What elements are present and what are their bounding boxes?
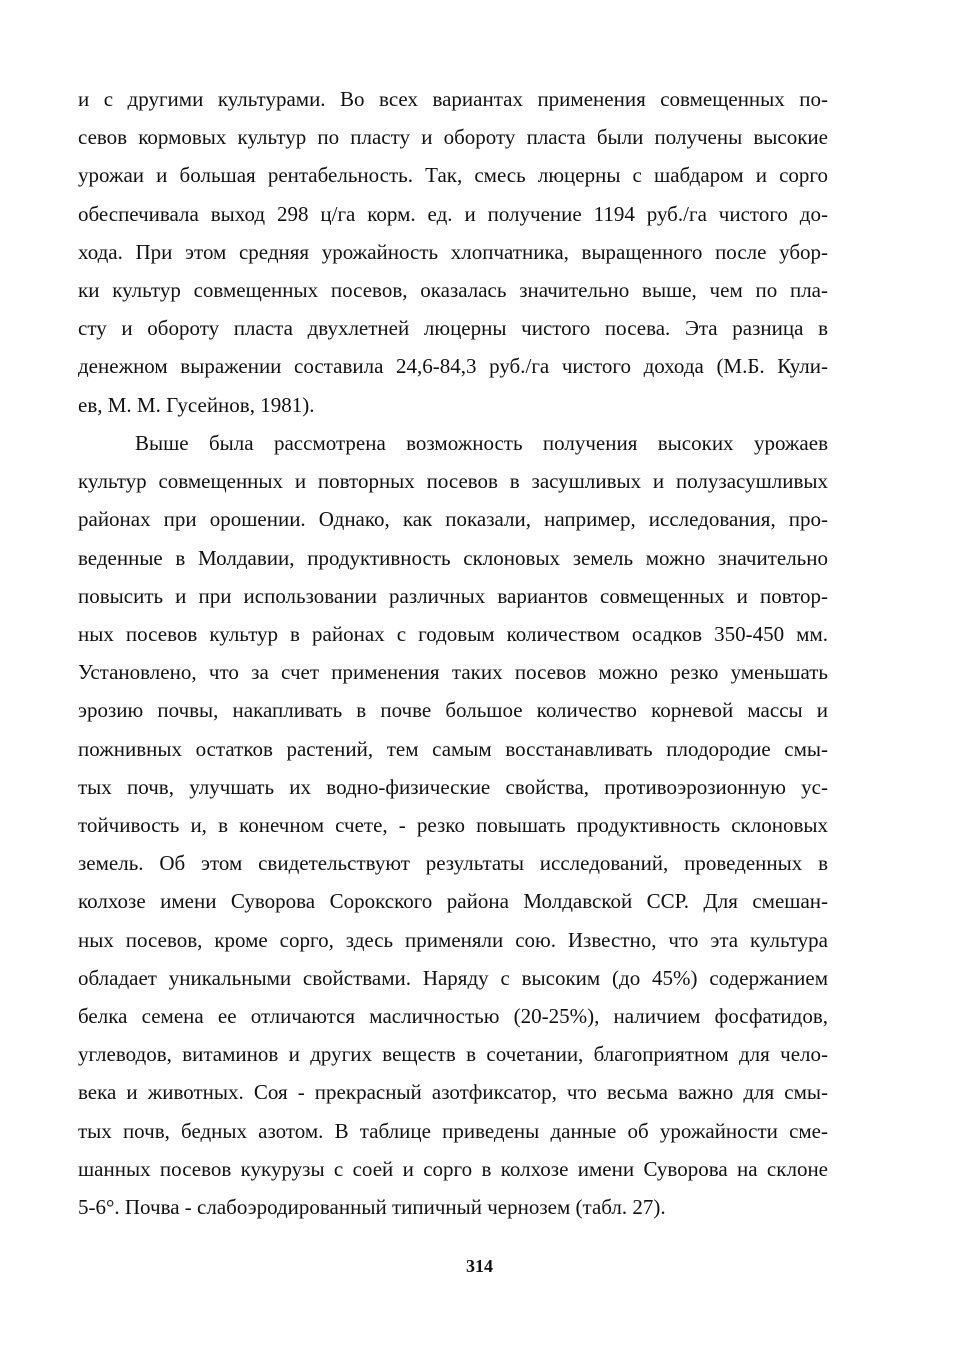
text-line: урожаи и большая рентабельность. Так, смесь люцерны с шабдаром и сорго	[78, 163, 828, 188]
page-number: 314	[466, 1256, 493, 1276]
text-line: сту и обороту пласта двухлетней люцерны чистого посева. Эта разница в	[78, 316, 828, 341]
text-line: века и животных. Соя - прекрасный азотфиксатор, что весьма важно для смы-	[78, 1080, 828, 1105]
text-line: пожнивных остатков растений, тем самым восстанавливать плодородие смы-	[78, 736, 828, 761]
text-line: хода. При этом средняя урожайность хлопчатника, выращенного после убор-	[78, 239, 828, 264]
text-line: углеводов, витаминов и других веществ в сочетании, благоприятном для чело-	[78, 1042, 828, 1067]
text-line: шанных посевов кукурузы с соей и сорго в колхозе имени Суворова на склоне	[78, 1156, 828, 1181]
paragraph-2	[78, 424, 828, 1226]
text-line: веденные в Молдавии, продуктивность склоновых земель можно значительно	[78, 545, 828, 570]
text-line: 5-6°. Почва - слабоэродированный типичный чернозем (табл. 27).	[78, 1195, 666, 1220]
text-line: тойчивость и, в конечном счете, - резко повышать продуктивность склоновых	[78, 813, 828, 838]
text-line: обладает уникальными свойствами. Наряду с высоким (до 45%) содержанием	[78, 965, 828, 990]
text-line: тых почв, бедных азотом. В таблице приведены данные об урожайности сме-	[78, 1118, 828, 1143]
text-line: ных посевов культур в районах с годовым количеством осадков 350-450 мм.	[78, 622, 828, 647]
text-line: земель. Об этом свидетельствуют результаты исследований, проведенных в	[78, 851, 828, 876]
text-line: ев, М. М. Гусейнов, 1981).	[78, 392, 315, 417]
text-line: и с другими культурами. Во всех вариантах применения совмещенных по-	[78, 87, 828, 111]
text-line: Установлено, что за счет применения таких посевов можно резко уменьшать	[78, 660, 828, 685]
text-line: обеспечивала выход 298 ц/га корм. ед. и получение 1194 руб./га чистого до-	[78, 201, 828, 226]
text-line: культур совмещенных и повторных посевов в засушливых и полузасушливых	[78, 469, 828, 494]
text-line: денежном выражении составила 24,6-84,3 руб./га чистого дохода (М.Б. Кули-	[78, 354, 828, 379]
text-line: ки культур совмещенных посевов, оказалась значительно выше, чем по пла-	[78, 278, 828, 303]
text-line: эрозию почвы, накапливать в почве большое количество корневой массы и	[78, 698, 828, 723]
paragraph-1	[78, 80, 828, 424]
text-line: белка семена ее отличаются масличностью (20-25%), наличием фосфатидов,	[78, 1004, 828, 1029]
text-line: севов кормовых культур по пласту и обороту пласта были получены высокие	[78, 125, 828, 150]
text-line: повысить и при использовании различных вариантов совмещенных и повтор-	[78, 583, 828, 608]
text-line: тых почв, улучшать их водно-физические свойства, противоэрозионную ус-	[78, 774, 828, 799]
text-line: районах при орошении. Однако, как показали, например, исследования, про-	[78, 507, 828, 532]
text-line: колхозе имени Суворова Сорокского района Молдавской ССР. Для смешан-	[78, 889, 828, 914]
text-line: Выше была рассмотрена возможность получения высоких урожаев	[135, 431, 828, 455]
text-line: ных посевов, кроме сорго, здесь применяли сою. Известно, что эта культура	[78, 927, 828, 952]
